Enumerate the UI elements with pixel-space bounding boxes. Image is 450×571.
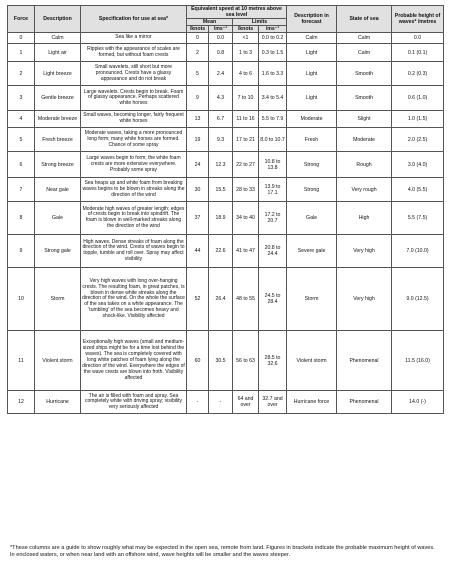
beaufort-scale-table (7, 5, 444, 414)
mean-ms-cell: 9.3 (209, 128, 233, 152)
description-cell: Storm (35, 268, 81, 331)
forecast-cell: Strong (287, 152, 337, 178)
wave-height-cell: 3.0 (4.0) (392, 152, 444, 178)
header-limits: Limits (233, 19, 287, 26)
limit-ms-cell: 3.4 to 5.4 (259, 86, 287, 111)
table-body (8, 33, 444, 414)
force-cell: 8 (8, 202, 35, 235)
mean-ms-cell: 18.9 (209, 202, 233, 235)
header-specification: Specification for use at sea* (81, 6, 187, 33)
mean-knots-cell: 0 (187, 33, 209, 44)
table-row (8, 152, 444, 178)
specification-cell: Large wavelets. Crests begin to break. Foam of glassy appearance. Perhaps scattered white horses (81, 86, 187, 111)
mean-knots-cell: 52 (187, 268, 209, 331)
mean-ms-cell: 30.5 (209, 331, 233, 391)
mean-ms-cell: 26.4 (209, 268, 233, 331)
mean-knots-cell: 37 (187, 202, 209, 235)
force-cell: 1 (8, 44, 35, 62)
header-limits-ms: /ms⁻¹ (259, 26, 287, 33)
header-speed-group: Equivalent speed at 10 metres above sea level (187, 6, 287, 19)
description-cell: Fresh breeze (35, 128, 81, 152)
mean-ms-cell: 0.0 (209, 33, 233, 44)
table-row (8, 268, 444, 331)
specification-cell: Small waves, becoming longer, fairly frequent white horses (81, 111, 187, 128)
force-cell: 7 (8, 178, 35, 202)
forecast-cell: Gale (287, 202, 337, 235)
wave-height-cell: 0.0 (392, 33, 444, 44)
mean-ms-cell: 2.4 (209, 62, 233, 86)
wave-height-cell: 14.0 (-) (392, 391, 444, 414)
forecast-cell: Light (287, 62, 337, 86)
state-cell: Smooth (337, 62, 392, 86)
force-cell: 5 (8, 128, 35, 152)
limit-ms-cell: 5.5 to 7.9 (259, 111, 287, 128)
header-mean-knots: /knots (187, 26, 209, 33)
specification-cell: The air is filled with foam and spray. Sea completely white with driving spray; visibility very seriously affected (81, 391, 187, 414)
forecast-cell: Severe gale (287, 235, 337, 268)
limit-knots-cell: 4 to 6 (233, 62, 259, 86)
limit-ms-cell: 17.2 to 20.7 (259, 202, 287, 235)
description-cell: Light air (35, 44, 81, 62)
wave-height-cell: 0.1 (0.1) (392, 44, 444, 62)
header-state: State of sea (337, 6, 392, 33)
description-cell: Violent storm (35, 331, 81, 391)
specification-cell: Very high waves with long over-hanging crests. The resulting foam, in great patches, is blown in dense white streaks along the direction of the wind. On the whole the surface of the sea takes on a white appearance. The 'tumbling' of the sea becomes heavy and shock-like. Visibility affected (81, 268, 187, 331)
state-cell: Very high (337, 235, 392, 268)
mean-knots-cell: 60 (187, 331, 209, 391)
limit-ms-cell: 20.8 to 24.4 (259, 235, 287, 268)
force-cell: 12 (8, 391, 35, 414)
description-cell: Strong gale (35, 235, 81, 268)
wave-height-cell: 1.0 (1.5) (392, 111, 444, 128)
forecast-cell: Storm (287, 268, 337, 331)
header-description: Description (35, 6, 81, 33)
state-cell: Smooth (337, 86, 392, 111)
forecast-cell: Moderate (287, 111, 337, 128)
table-row (8, 391, 444, 414)
specification-cell: Large waves begin to form; the white foam crests are more extensive everywhere. Probably some spray (81, 152, 187, 178)
description-cell: Strong breeze (35, 152, 81, 178)
specification-cell: High waves. Dense streaks of foam along the direction of the wind. Crests of waves begin to topple, tumble and roll over. Spray may affect visibility (81, 235, 187, 268)
wave-height-cell: 11.5 (16.0) (392, 331, 444, 391)
specification-cell: Sea like a mirror (81, 33, 187, 44)
header-force: Force (8, 6, 35, 33)
forecast-cell: Strong (287, 178, 337, 202)
limit-ms-cell: 32.7 and over (259, 391, 287, 414)
table-row (8, 128, 444, 152)
force-cell: 10 (8, 268, 35, 331)
table-row (8, 86, 444, 111)
table-row (8, 331, 444, 391)
mean-ms-cell: 22.6 (209, 235, 233, 268)
table-row (8, 33, 444, 44)
table-row (8, 235, 444, 268)
force-cell: 0 (8, 33, 35, 44)
forecast-cell: Light (287, 86, 337, 111)
specification-cell: Sea heaps up and white foam from breaking waves begins to be blown in streaks along the direction of the wind (81, 178, 187, 202)
force-cell: 6 (8, 152, 35, 178)
description-cell: Gentle breeze (35, 86, 81, 111)
limit-ms-cell: 8.0 to 10.7 (259, 128, 287, 152)
specification-cell: Small wavelets, still short but more pronounced. Crests have a glassy appearance and do not break (81, 62, 187, 86)
mean-ms-cell: - (209, 391, 233, 414)
state-cell: Rough (337, 152, 392, 178)
mean-knots-cell: 30 (187, 178, 209, 202)
specification-cell: Moderate high waves of greater length; edges of crests begin to break into spindrift. The foam is blown in well-marked streaks along the direction of the wind (81, 202, 187, 235)
specification-cell: Moderate waves, taking a more pronounced long form; many white horses are formed. Chance of some spray (81, 128, 187, 152)
description-cell: Calm (35, 33, 81, 44)
forecast-cell: Calm (287, 33, 337, 44)
limit-ms-cell: 0.3 to 1.5 (259, 44, 287, 62)
limit-knots-cell: 1 to 3 (233, 44, 259, 62)
forecast-cell: Light (287, 44, 337, 62)
state-cell: Phenomenal (337, 331, 392, 391)
mean-knots-cell: 19 (187, 128, 209, 152)
header-height: Probable height of waves* /metres (392, 6, 444, 33)
mean-knots-cell: 5 (187, 62, 209, 86)
wave-height-cell: 0.2 (0.3) (392, 62, 444, 86)
header-mean-ms: /ms⁻¹ (209, 26, 233, 33)
mean-knots-cell: 44 (187, 235, 209, 268)
description-cell: Hurricane (35, 391, 81, 414)
specification-cell: Exceptionally high waves (small and medium-sized ships might be for a time lost behind the waves). The sea is completely covered with long white patches of foam lying along the direction of the wind. Everywhere the edges of the wave crests are blown into froth. Visibility affected (81, 331, 187, 391)
limit-knots-cell: 11 to 16 (233, 111, 259, 128)
limit-ms-cell: 24.5 to 28.4 (259, 268, 287, 331)
limit-ms-cell: 13.9 to 17.1 (259, 178, 287, 202)
forecast-cell: Fresh (287, 128, 337, 152)
mean-knots-cell: 13 (187, 111, 209, 128)
table-row (8, 111, 444, 128)
limit-knots-cell: 56 to 63 (233, 331, 259, 391)
wave-height-cell: 9.0 (12.5) (392, 268, 444, 331)
force-cell: 2 (8, 62, 35, 86)
mean-ms-cell: 4.3 (209, 86, 233, 111)
state-cell: High (337, 202, 392, 235)
mean-ms-cell: 0.8 (209, 44, 233, 62)
limit-knots-cell: 41 to 47 (233, 235, 259, 268)
description-cell: Gale (35, 202, 81, 235)
state-cell: Calm (337, 33, 392, 44)
limit-ms-cell: 10.8 to 13.8 (259, 152, 287, 178)
description-cell: Near gale (35, 178, 81, 202)
mean-knots-cell: 9 (187, 86, 209, 111)
limit-knots-cell: 7 to 10 (233, 86, 259, 111)
header-forecast: Description in forecast (287, 6, 337, 33)
state-cell: Moderate (337, 128, 392, 152)
state-cell: Slight (337, 111, 392, 128)
limit-knots-cell: 48 to 55 (233, 268, 259, 331)
mean-ms-cell: 6.7 (209, 111, 233, 128)
state-cell: Very high (337, 268, 392, 331)
limit-knots-cell: <1 (233, 33, 259, 44)
mean-knots-cell: - (187, 391, 209, 414)
mean-ms-cell: 15.5 (209, 178, 233, 202)
limit-knots-cell: 34 to 40 (233, 202, 259, 235)
wave-height-cell: 7.0 (10.0) (392, 235, 444, 268)
specification-cell: Ripples with the appearance of scales are formed, but without foam crests (81, 44, 187, 62)
state-cell: Phenomenal (337, 391, 392, 414)
limit-ms-cell: 0.0 to 0.2 (259, 33, 287, 44)
table-row (8, 202, 444, 235)
force-cell: 9 (8, 235, 35, 268)
description-cell: Light breeze (35, 62, 81, 86)
forecast-cell: Violent storm (287, 331, 337, 391)
description-cell: Moderate breeze (35, 111, 81, 128)
table-row (8, 178, 444, 202)
force-cell: 11 (8, 331, 35, 391)
limit-knots-cell: 64 and over (233, 391, 259, 414)
wave-height-cell: 5.5 (7.5) (392, 202, 444, 235)
state-cell: Calm (337, 44, 392, 62)
table-row (8, 62, 444, 86)
mean-knots-cell: 24 (187, 152, 209, 178)
wave-height-cell: 2.0 (2.5) (392, 128, 444, 152)
forecast-cell: Hurricane force (287, 391, 337, 414)
state-cell: Very rough (337, 178, 392, 202)
table-row (8, 44, 444, 62)
limit-knots-cell: 28 to 33 (233, 178, 259, 202)
limit-ms-cell: 1.6 to 3.3 (259, 62, 287, 86)
header-mean: Mean (187, 19, 233, 26)
mean-knots-cell: 2 (187, 44, 209, 62)
force-cell: 3 (8, 86, 35, 111)
limit-knots-cell: 22 to 27 (233, 152, 259, 178)
limit-knots-cell: 17 to 21 (233, 128, 259, 152)
wave-height-cell: 0.6 (1.0) (392, 86, 444, 111)
table-header (8, 6, 444, 33)
beaufort-table-container (7, 5, 443, 414)
footnote: *These columns are a guide to show roughly what may be expected in the open sea, remote from land. Figures in brackets indicate the probable maximum height of waves. In enclosed waters, or when near land with an offshore wind, wave heights will be smaller and the waves steeper. (10, 545, 435, 558)
mean-ms-cell: 12.3 (209, 152, 233, 178)
wave-height-cell: 4.0 (5.5) (392, 178, 444, 202)
force-cell: 4 (8, 111, 35, 128)
limit-ms-cell: 28.5 to 32.6 (259, 331, 287, 391)
header-limits-knots: /knots (233, 26, 259, 33)
